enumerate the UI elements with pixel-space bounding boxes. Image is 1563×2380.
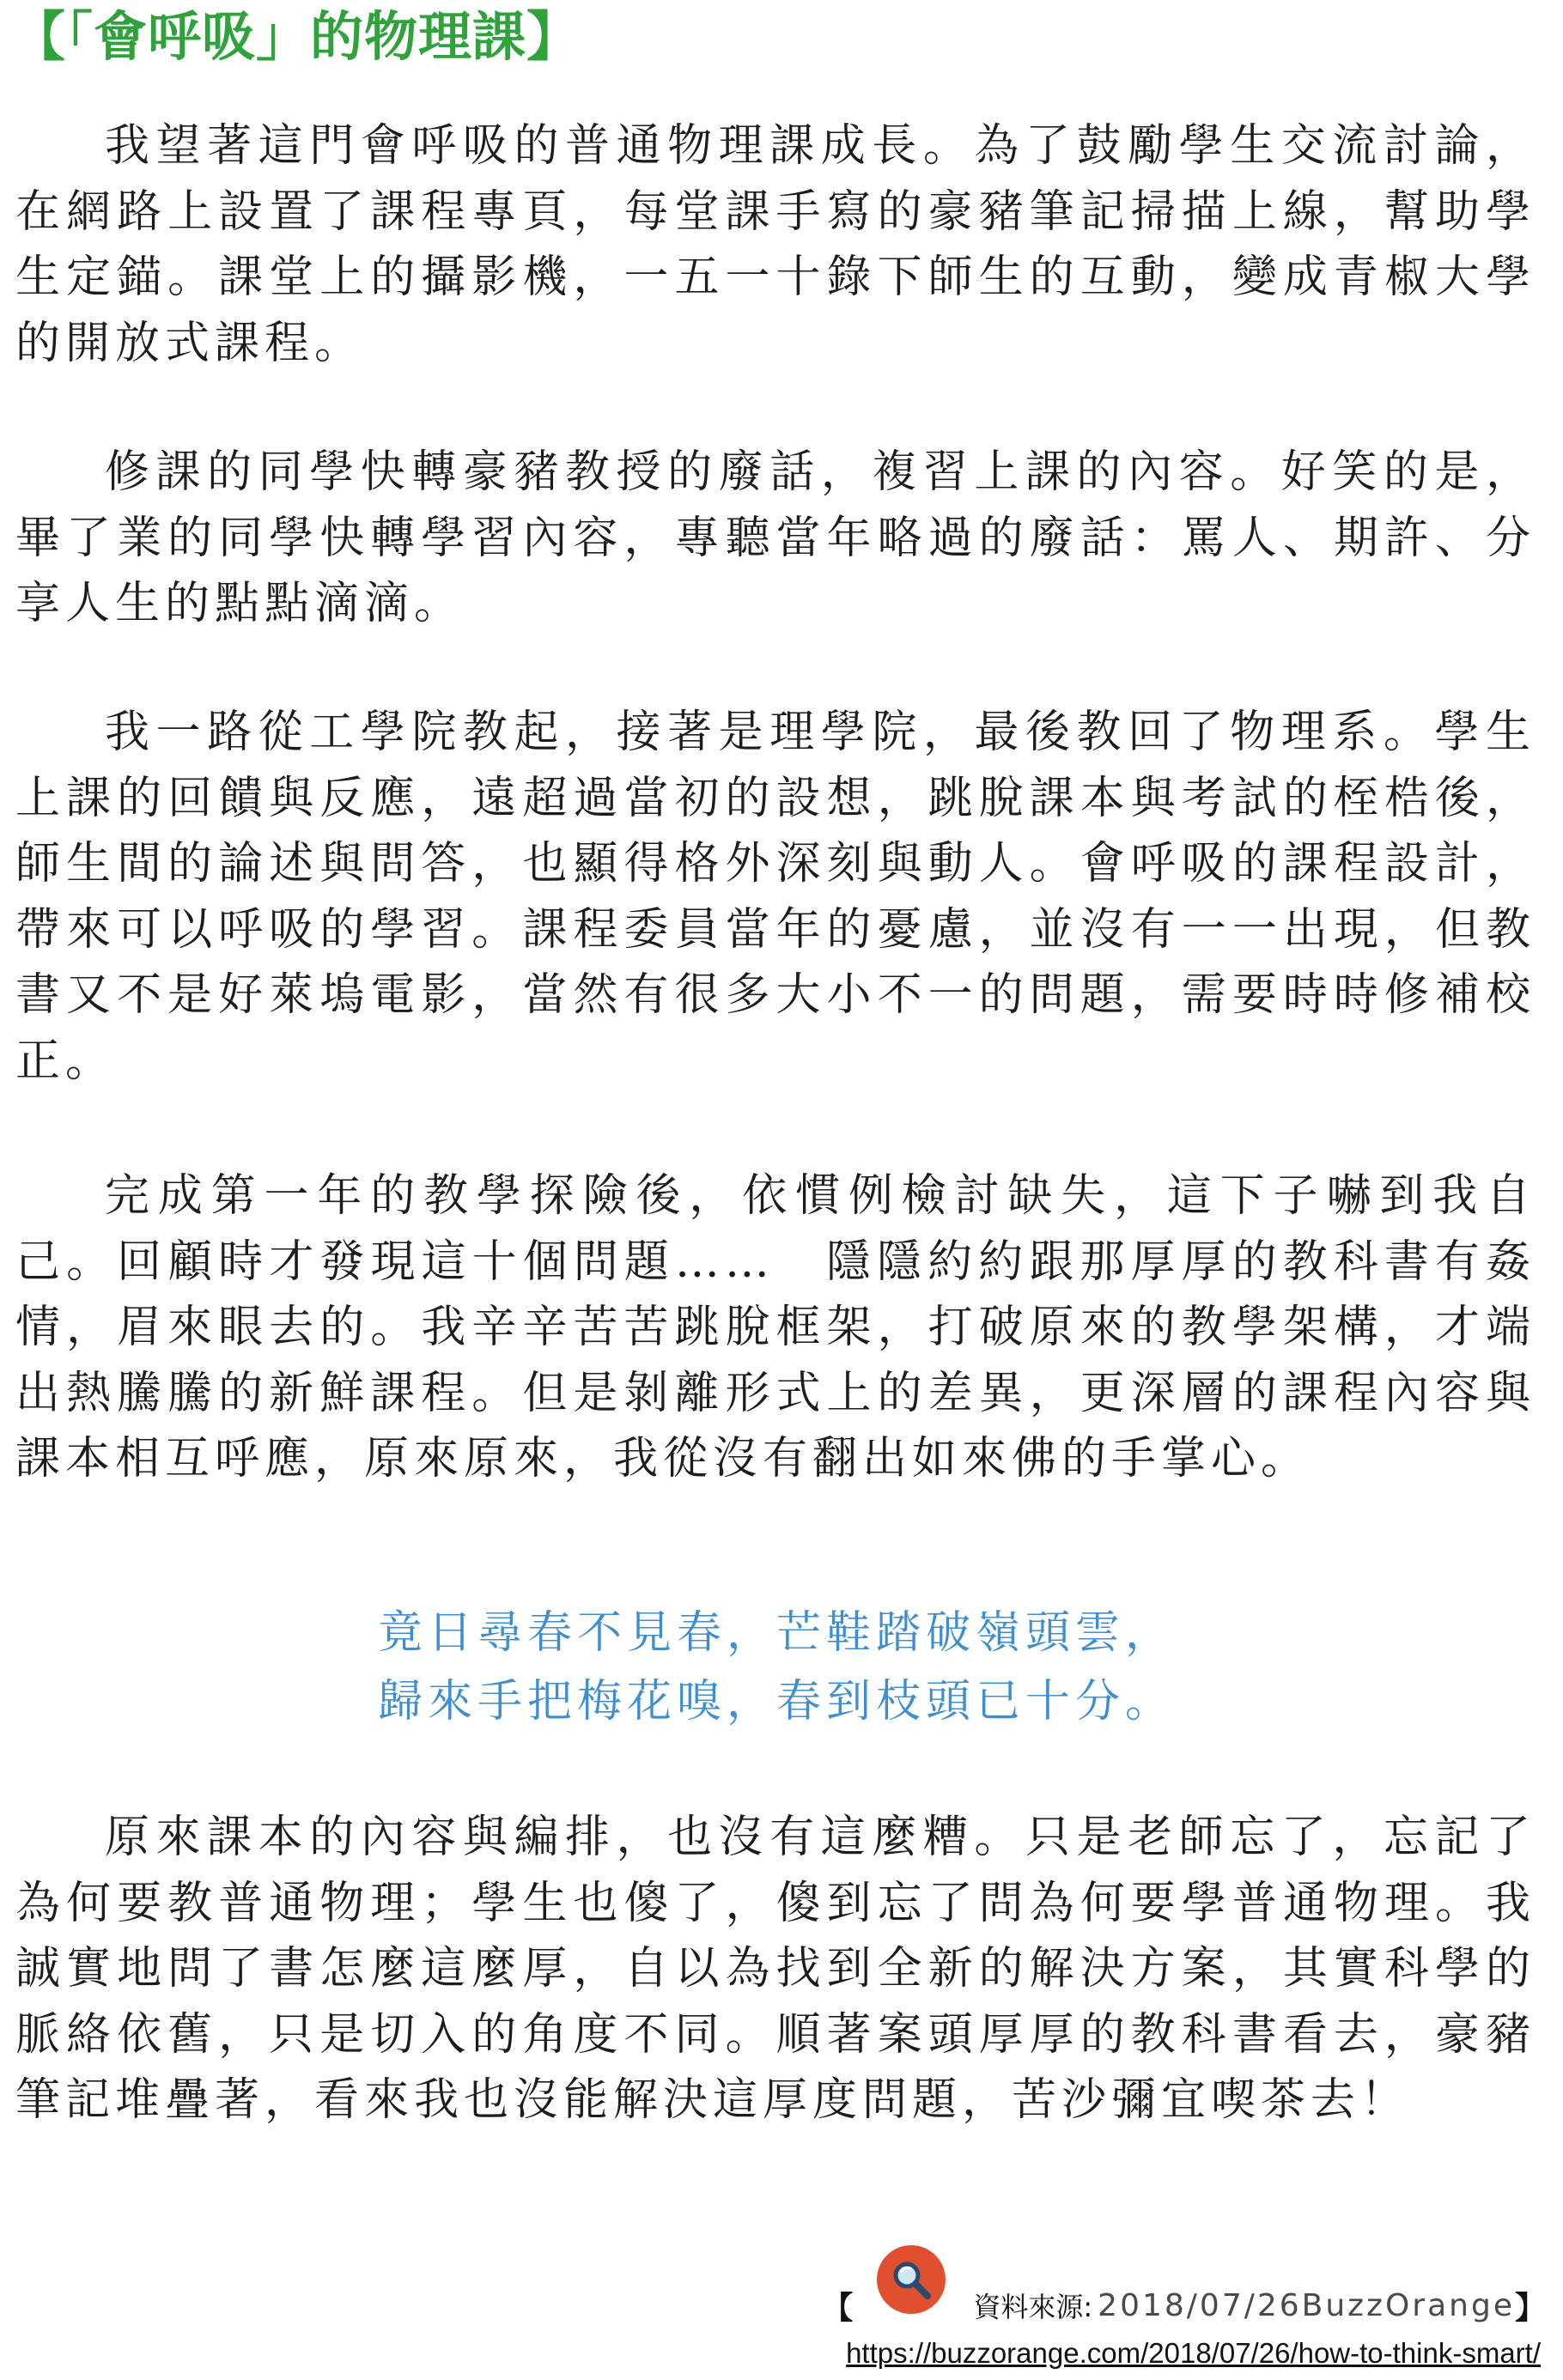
poem-quote [378, 1599, 1175, 1736]
poem-line-1: 竟日尋春不見春，芒鞋踏破嶺頭雲， [378, 1607, 1176, 1659]
source-date: 2018/07/26BuzzOrange [1098, 2287, 1515, 2323]
paragraph-3: 我一路從工學院教起，接著是理學院，最後教回了物理系。學生上課的回饋與反應，遠超過當初的設想，跳脫課本與考試的桎梏後，師生間的論述與問答，也顯得格外深刻與動人。會呼吸的課程設計，帶來可以呼吸的學習。課程委員當年的憂慮，並沒有一一出現，但教書又不是好萊塢電影，當然有很多大小不一的問題，需要時時修補校正。 [15, 707, 1536, 1087]
paragraph-5: 原來課本的內容與編排，也沒有這麼糟。只是老師忘了，忘記了為何要教普通物理；學生也傻了，傻到忘了問為何要學普通物理。我誠實地問了書怎麼這麼厚，自以為找到全新的解決方案，其實科學的脈絡依舊，只是切入的角度不同。順著案頭厚厚的教科書看去，豪豬筆記堆疊著，看來我也沒能解決這厚度問題，苦沙彌宜喫茶去！ [15, 1812, 1536, 2126]
source-label: 資料來源: [973, 2291, 1093, 2323]
paragraph-4: 完成第一年的教學探險後，依慣例檢討缺失，這下子嚇到我自己。回顧時才發現這十個問題…… 隱隱約約跟那厚厚的教科書有姦情，眉來眼去的。我辛辛苦苦跳脫框架，打破原來的教學架構，才端出熱騰騰的新鮮課程。但是剝離形式上的差異，更深層的課程內容與課本相互呼應，原來原來，我從沒有翻出如來佛的手掌心。 [15, 1170, 1536, 1484]
poem-line-2: 歸來手把梅花嗅，春到枝頭已十分。 [378, 1676, 1176, 1727]
source-url-link[interactable]: https://buzzorange.com/2018/07/26/how-to-think-smart/ [846, 2337, 1541, 2369]
paragraph-1: 我望著這門會呼吸的普通物理課成長。為了鼓勵學生交流討論，在網路上設置了課程專頁，每堂課手寫的豪豬筆記掃描上線，幫助學生定錨。課堂上的攝影機，一五一十錄下師生的互動，變成青椒大學的開放式課程。 [15, 120, 1536, 369]
paragraph-2: 修課的同學快轉豪豬教授的廢話，複習上課的內容。好笑的是，畢了業的同學快轉學習內容，專聽當年略過的廢話：罵人、期許、分享人生的點點滴滴。 [15, 446, 1536, 629]
magnifier-icon [877, 2245, 946, 2314]
source-bracket-open: 【 [822, 2290, 854, 2326]
page-title: 【「會呼吸」的物理課】 [12, 5, 581, 68]
source-citation [822, 2271, 1546, 2340]
source-bracket-close: 】 [1514, 2290, 1546, 2326]
